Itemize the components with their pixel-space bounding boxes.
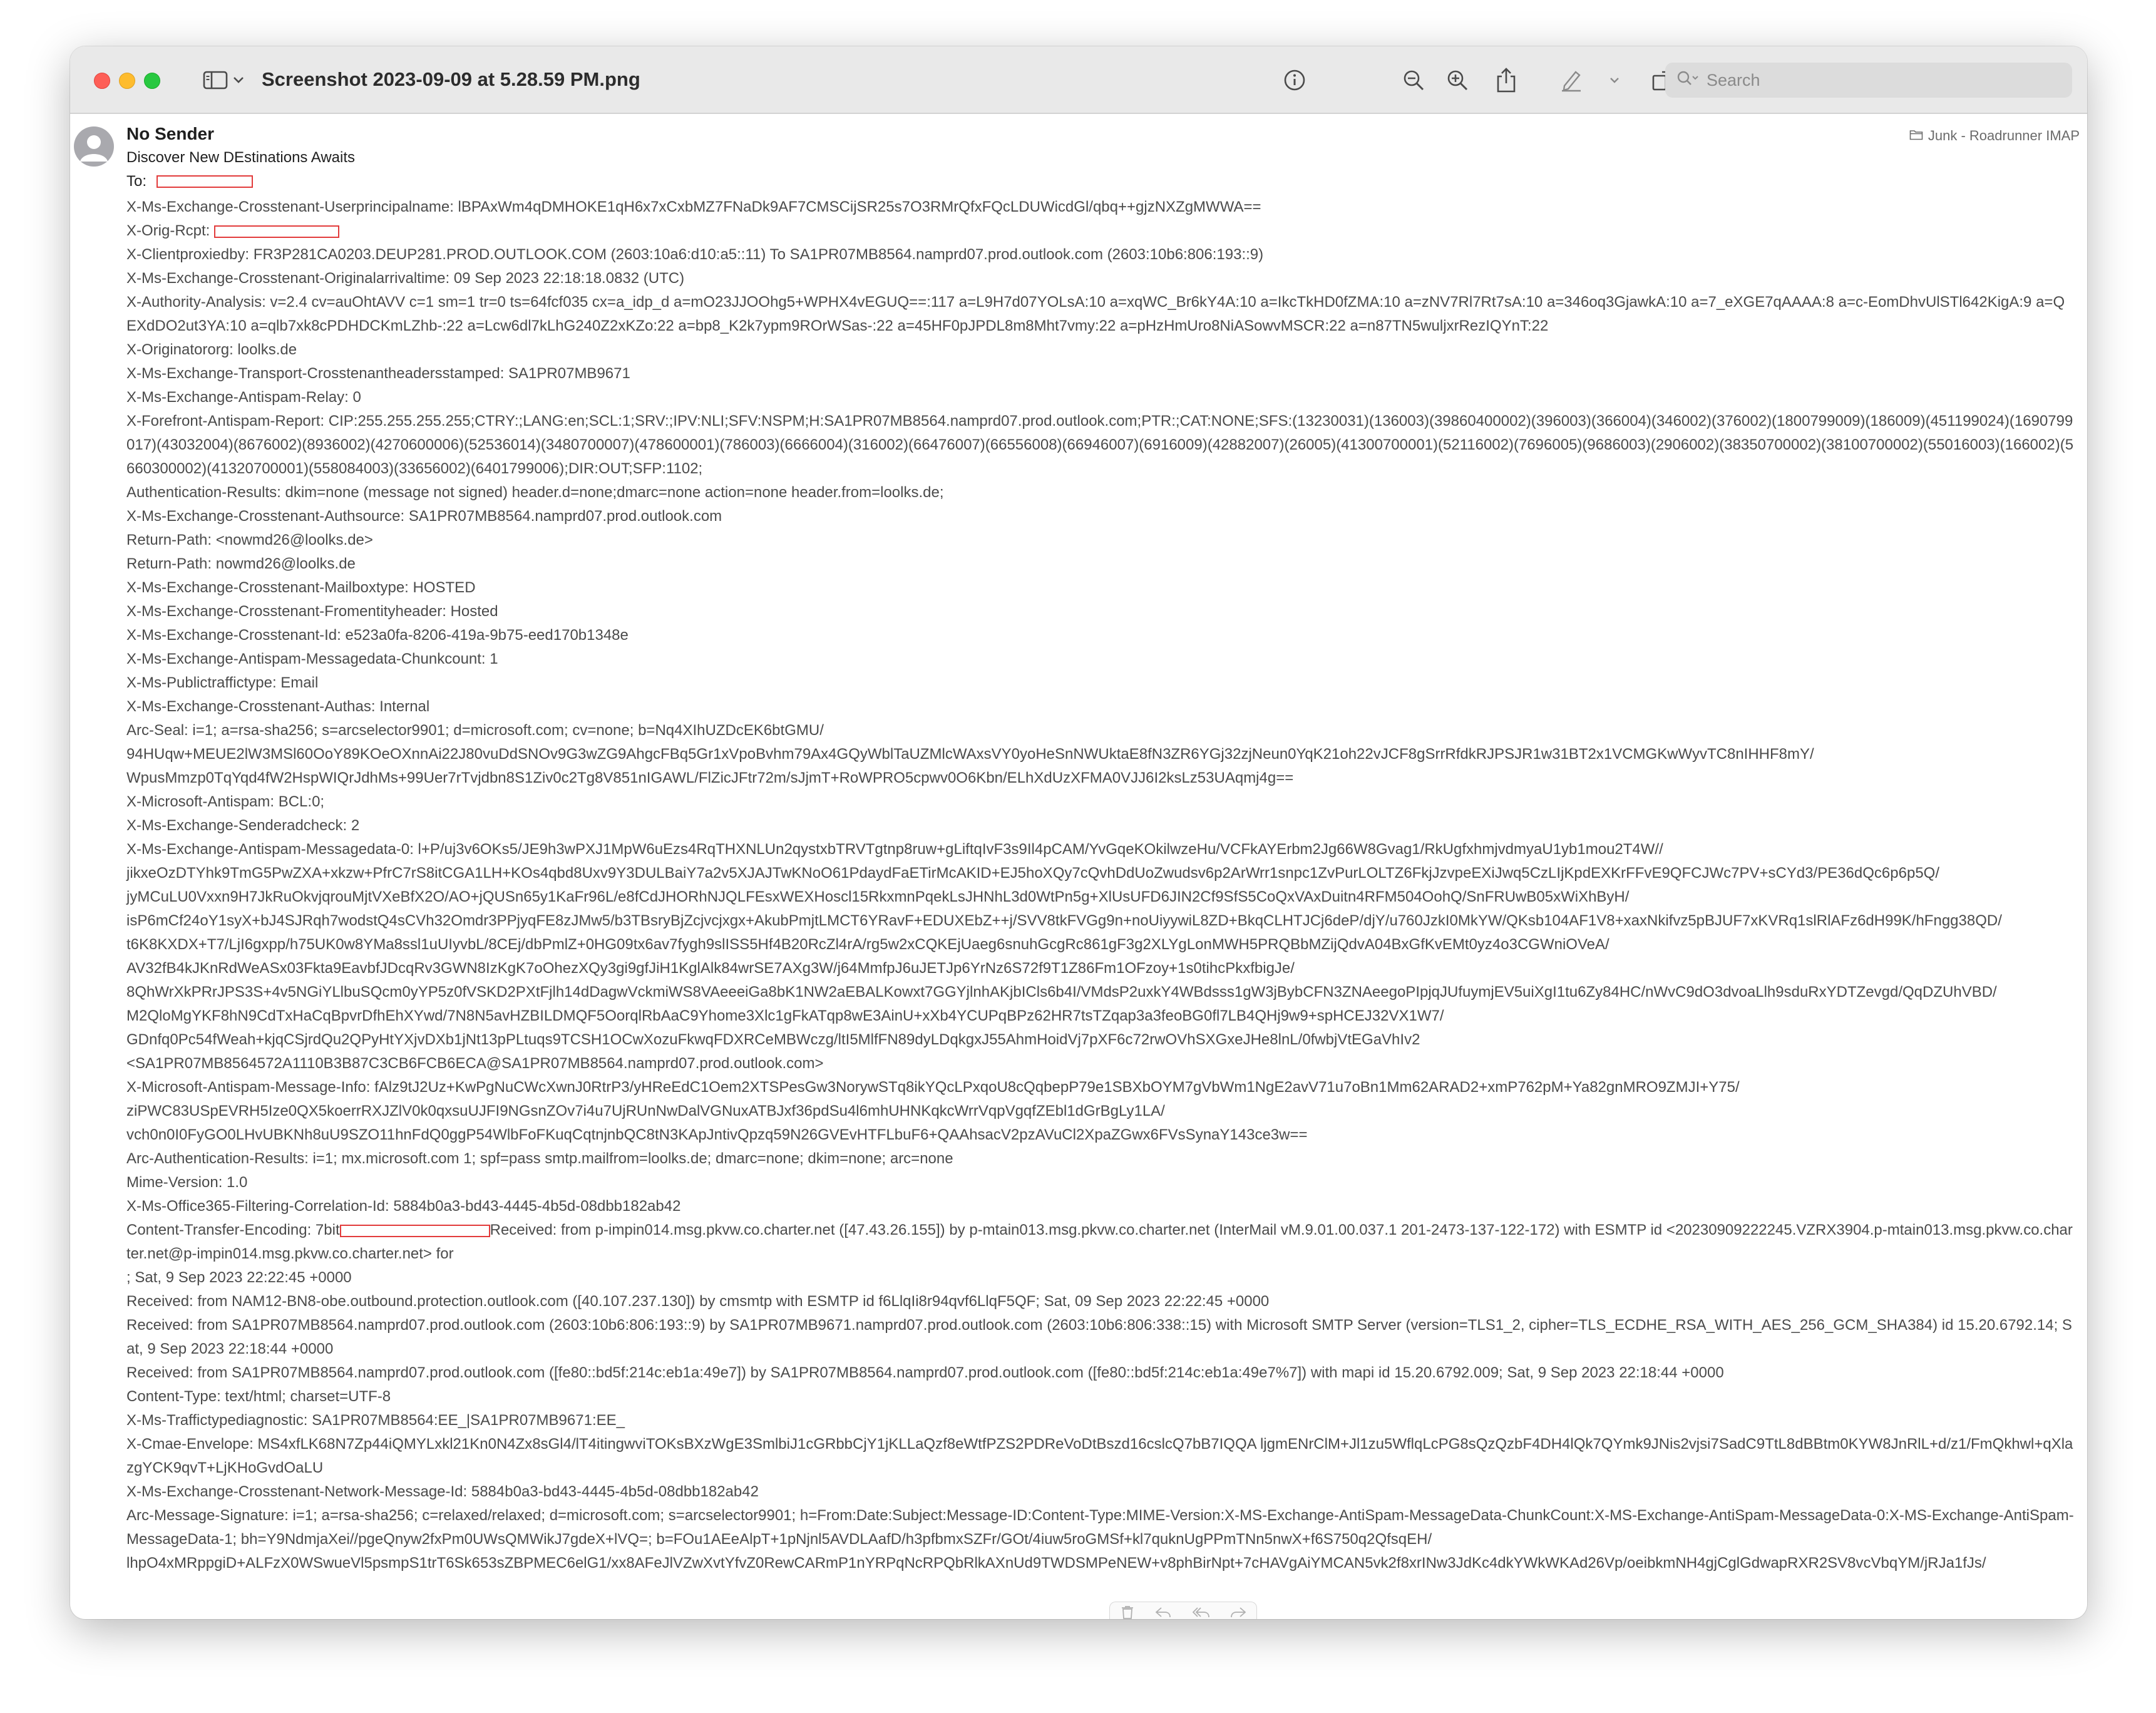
header-line: X-Ms-Exchange-Crosstenant-Network-Message-Id: 5884b0a3-bd43-4445-4b5d-08dbb182ab42 [126, 1483, 759, 1500]
header-line: Content-Type: text/html; charset=UTF-8 [126, 1388, 391, 1405]
header-line: lhpO4xMRppgiD+ALFzX0WSwueVl5psmpS1trT6Sk653sZBPMEC6elG1/xx8AFeJlVZwXvtYfvZ0RewCARmP1nYRPqNcRPQbRlkAXnUd9TWDSMPeNEW+v8phBirNpt+7cHAVgAiYMCAN5vk2f8xrINw3JdKc4dkYWkWKAd26Vp/oeibkmNH4gjCglGdwapRXR2SV8vcVbqYM/jRJa1fJs/ [126, 1555, 1986, 1572]
header-line: X-Ms-Exchange-Crosstenant-Userprincipalname: lBPAxWm4qDMHOKE1qH6x7xCxbMZ7FNaDk9AF7CMSCijSR25s7O3RMrQfxFQcLDUWicdGl/qbq++gjzNXZgMWWA== [126, 198, 1261, 215]
share-button[interactable] [1491, 65, 1521, 95]
chevron-down-icon [1609, 77, 1620, 83]
header-line: Received: from SA1PR07MB8564.namprd07.prod.outlook.com ([fe80::bd5f:214c:eb1a:49e7]) by SA1PR07MB8564.namprd07.prod.outlook.com ([fe80::bd5f:214c:eb1a:49e7%7]) with mapi id 15.20.6792.009; Sat, 9 Sep 2023 22:18:44 +0000 [126, 1364, 1724, 1381]
header-line: ziPWC83USpEVRH5Ize0QX5koerrRXJZlV0k0qxsuUJFI9NGsnZOv7i4u7UjRUnNwDalVGNuxATBJxf36pdSu4l6mhUHNKqkcWrrVqpVgqfZEbl1dGrBgLy1LA/ [126, 1103, 1165, 1119]
message-action-bar [1109, 1602, 1257, 1619]
sidebar-icon [203, 70, 228, 90]
header-line: X-Ms-Exchange-Crosstenant-Originalarrivaltime: 09 Sep 2023 22:18:18.0832 (UTC) [126, 270, 685, 287]
header-line: Arc-Seal: i=1; a=rsa-sha256; s=arcselector9901; d=microsoft.com; cv=none; b=Nq4XIhUZDcEK6btGMU/ [126, 722, 824, 739]
header-line: X-Cmae-Envelope: MS4xfLK68N7Zp44iQMYLxkl21Kn0N4Zx8sGl4/lT4itingwviTOKsBXzWgE3SmlbiJ1cGRbbCjY1jKLLaQzf8eWtfPZS2PDReVoDtBszd16cslcQ7bB7IQQA ljgmENrClM+Jl1zu5WflqLcPG8sQzQzbF4DH4lQk7QYmk9JNis2vjsi7SadC9TtL8dBBtm0KYW8JnRlL+d/z1/FmQkhwl+qXlazgYCK9qvT+LjKHoGvdOaLU [126, 1436, 2073, 1476]
info-button[interactable] [1280, 65, 1310, 95]
header-line: jikxeOzDTYhk9TmG5PwZXA+xkzw+PfrC7rS8itCGA1LH+KOs4qbd8Uxv9Y3DULBaiY7a2v5XJAJTwKNoO61PdaydFaETirMcAKID+EJ5hoXQy7cQvhDdUoZwudsv6p2ArWrr1snpc1ZvPurLOLTZ6FkjJzvpeEXiJwq5CzLIjKpdEXKrFFvE9QFCJWc7PV+sCYd3/PE36dQc6p6p5Q/ [126, 865, 1939, 882]
header-line: Arc-Authentication-Results: i=1; mx.microsoft.com 1; spf=pass smtp.mailfrom=loolks.de; dmarc=none; dkim=none; arc=none [126, 1150, 953, 1167]
reply-icon[interactable] [1154, 1605, 1172, 1620]
header-line: X-Ms-Traffictypediagnostic: SA1PR07MB8564:EE_|SA1PR07MB9671:EE_ [126, 1412, 625, 1429]
header-line: X-Originatororg: loolks.de [126, 341, 297, 358]
info-icon [1283, 68, 1306, 92]
header-line: AV32fB4kJKnRdWeASx03Fkta9EavbfJDcqRv3GWN8IzKgK7oOhezXQy3gi9gfJiH1KglAlk84wrSE7AXg3W/j64MmfpJ6uJETJp6YrNz6S72f9T1Z86Fm1OFzoy+1s0tihcPkxfbigJe/ [126, 960, 1295, 977]
subject-line: Discover New DEstinations Awaits [126, 149, 356, 166]
trash-icon[interactable] [1120, 1605, 1135, 1620]
header-line: X-Ms-Exchange-Antispam-Relay: 0 [126, 389, 361, 406]
redacted-recipient [157, 175, 253, 188]
header-line: X-Clientproxiedby: FR3P281CA0203.DEUP281.PROD.OUTLOOK.COM (2603:10a6:d10:a5::11) To SA1PR07MB8564.namprd07.prod.outlook.com (2603:10b6:806:193::9) [126, 246, 1264, 263]
avatar [74, 126, 114, 167]
pen-icon [1559, 68, 1583, 92]
chevron-down-icon [233, 76, 244, 84]
header-line: X-Ms-Exchange-Transport-Crosstenantheadersstamped: SA1PR07MB9671 [126, 365, 630, 382]
header-line: X-Ms-Exchange-Crosstenant-Fromentityheader: Hosted [126, 603, 498, 620]
zoom-window-button[interactable] [144, 73, 160, 89]
header-line: Return-Path: nowmd26@loolks.de [126, 555, 356, 572]
header-line: X-Forefront-Antispam-Report: CIP:255.255.255.255;CTRY:;LANG:en;SCL:1;SRV:;IPV:NLI;SFV:NSPM;H:SA1PR07MB8564.namprd07.prod.outlook.com;PTR:;CAT:NONE;SFS:(13230031)(136003)(39860400002)(396003)(366004)(346002)(376002)(1800799009)(186009)(451199024)(1690799017)(43032004)(8676002)(8936002)(4270600006)(52536014)(3480700007)(478600001)(786003)(6666004)(316002)(66476007)(66556008)(66946007)(6916009)(42882007)(26005)(41300700001)(52116002)(7696005)(9686003)(2906002)(38350700002)(38100700002)(55016003)(166002)(5660300002)(41320700001)(558084003)(33656002)(6401799006);DIR:OUT;SFP:1102; [126, 413, 2074, 477]
redacted-recipient [340, 1225, 490, 1237]
header-line: Content-Transfer-Encoding: 7bit Received: from p-impin014.msg.pkvw.co.charter.net ([47.43.26.155]) by p-mtain013.msg.pkvw.co.charter.net (InterMail vM.9.01.00.037.1 201-2473-137-122-172) with ESMTP id <20230909222245.VZRX3904.p-mtain013.msg.pkvw.co.charter.net@p-impin014.msg.pkvw.co.charter.net> for [126, 1222, 2073, 1262]
window-title: Screenshot 2023-09-09 at 5.28.59 PM.png [262, 68, 640, 90]
header-line: X-Microsoft-Antispam: BCL:0; [126, 793, 325, 810]
header-line: vch0n0I0FyGO0LHvUBKNh8uU9SZO11hnFdQ0ggP54WlbFoFKuqCqtnjnbQC8tN3KApJntivQpzq59N26GVEvHTFLbuF6+QAAhsacV2pzAVuCl2XpaZGwx6FVsSynaY143ce3w== [126, 1126, 1308, 1143]
sidebar-toggle-button[interactable] [195, 65, 252, 95]
header-line: 8QhWrXkPRrJPS3S+4v5NGiYLlbuSQcm0yYP5z0fVSKD2PXtFjlh14dDagwVckmiWS8VAeeeiGa8bK1NW2aEBALKowxt7GGYjlnhAKjbICls6b4I/VMdsP2uxkY4WBdsss1gW3jBybCFN3ZNAeegoPIpjqJUfuymjEV5uiXgI1tu6Zy84HC/nWvC9dO3dvoaLlh9sduRxYDTZevgd/QqDZUhVBD/ [126, 984, 1997, 1001]
header-line: <SA1PR07MB8564572A1110B3B87C3CB6FCB6ECA@SA1PR07MB8564.namprd07.prod.outlook.com> [126, 1055, 824, 1072]
redacted-recipient [214, 225, 339, 238]
message-content [70, 114, 2087, 1619]
header-line: X-Orig-Rcpt: [126, 219, 2075, 243]
header-line: WpusMmzp0TqYqd4fW2HspWIQrJdhMs+99Uer7rTvjdbn8S1Ziv0c2Tg8V851nIGAWL/FlZicJFtr72m/sJjmT+RoWPRO5cpwv0O6Kbn/ELhXdUzXFMA0VJJ6I2ksLz53UAqmj4g== [126, 769, 1294, 786]
header-line: Received: from NAM12-BN8-obe.outbound.protection.outlook.com ([40.107.237.130]) by cmsmtp with ESMTP id f6LlqIi8r94qvf6LlqF5QF; Sat, 09 Sep 2023 22:22:45 +0000 [126, 1293, 1270, 1310]
header-line: ; Sat, 9 Sep 2023 22:22:45 +0000 [126, 1269, 352, 1286]
zoom-out-button[interactable] [1399, 65, 1429, 95]
message-headers [126, 195, 2075, 1575]
header-line: X-Ms-Publictraffictype: Email [126, 674, 319, 691]
header-line: X-Ms-Exchange-Senderadcheck: 2 [126, 817, 360, 834]
minimize-window-button[interactable] [119, 73, 135, 89]
share-icon [1495, 67, 1517, 93]
search-input[interactable] [1705, 70, 2058, 91]
search-field[interactable] [1665, 63, 2072, 98]
header-line: isP6mCf24oY1syX+bJ4SJRqh7wodstQ4sCVh32Omdr3PPjyqFE8zJMw5/b3TBsryBjZcjvcjxgx+AkubPmjtLMCT6YRavF+EDUXEbZ++j/SVV8tkFVGg9n+noUiyywiL8ZD+BkqCLHTJCj6deP/djY/u760JzkI0MkYW/QKsb104AF1V8+xaxNkifvz5pBJUF7xKVRq1slRlAFz6dH99K/hFngg38QD/ [126, 912, 2002, 929]
header-line: X-Microsoft-Antispam-Message-Info: fAlz9tJ2Uz+KwPgNuCWcXwnJ0RtrP3/yHReEdC1Oem2XTSPesGw3NorywSTq8ikYQcLPxqoU8cQqbepP79e1SBXbOYM7gVbWm1NgE2avV71u7oBn1Mm62ARAD2+xmP762pM+Ya82gnMRO9ZMJI+Y75/ [126, 1079, 1740, 1096]
to-row [126, 173, 253, 190]
header-line: GDnfq0Pc54fWeah+kjqCSjrdQu2QPyHtYXjvDXb1jNt13pPLtuqs9TCSH1OCwXozuFkwqFDXRCeMBWczg/ltI5MlfFN89dyLDqkgxJ55AhmHoidVj7pXF6c72rwOVhSXGxeJHe8lnL/0fwbjVtEGaVhIv2 [126, 1031, 1420, 1048]
header-line: M2QloMgYKF8hN9CdTxHaCqBpvrDfhEhXYwd/7N8N5avHZBILDMQF5OorqlRbAaC9Yhome3Xlc1gFkATqp8wE3AinU+xXb4YCUPqBPz62HR7tsTZqap3a3feoBG0fl7LB4QHj9w9+spHCEJ32VX1W7/ [126, 1007, 1444, 1024]
to-label: To: [126, 173, 147, 190]
header-line: jyMCuLU0Vxxn9H7JkRuOkvjqrouMjtVXeBfX2O/AO+jQUSn65y1KaFr96L/e8fCdJHORhNJQLFEsxWEXHoscl15RkxmnPqekLsJHNhL3d0WtPn5g+XlUsUFD6JIN2Cf9SfS5CoQxVAxDuitn4RFM504OohQ/SnFRUwB05xWiXhByH/ [126, 888, 1630, 905]
close-window-button[interactable] [94, 73, 110, 89]
header-line: X-Ms-Exchange-Crosstenant-Mailboxtype: HOSTED [126, 579, 476, 596]
preview-window [70, 46, 2087, 1619]
header-line: t6K8KXDX+T7/LjI6gxpp/h75UK0w8YMa8ssl1uUIyvbL/8CEj/dbPmlZ+0HG09tx6av7fygh9slISS5Hf4B20RcZl4rA/rg5w2xCQKEjUaeg6snuhGcgRc861gF3g2XLYgLonMWH5PRQBbMZijQdvA04BxGfKvEMt0yz4o3CGWniOVeA/ [126, 936, 1609, 953]
zoom-in-button[interactable] [1442, 65, 1472, 95]
zoom-out-icon [1402, 68, 1425, 92]
header-line: X-Ms-Office365-Filtering-Correlation-Id: 5884b0a3-bd43-4445-4b5d-08dbb182ab42 [126, 1198, 681, 1215]
header-line: X-Authority-Analysis: v=2.4 cv=auOhtAVV c=1 sm=1 tr=0 ts=64fcf035 cx=a_idp_d a=mO23JJOOhg5+WPHX4vEGUQ==:117 a=L9H7d07YOLsA:10 a=xqWC_Br6kY4A:10 a=IkcTkHD0fZMA:10 a=zNV7Rl7Rt7sA:10 a=346oq3GjawkA:10 a=7_eXGE7qAAAA:8 a=c-EomDhvUlSTl642KigA:9 a=QEXdDO2ut3YA:10 a=qlb7xk8cPDHDCKmLZhb-:22 a=Lcw6dl7kLhG240Z2xKZo:22 a=bp8_K2k7ypm9ROrWSas-:22 a=45HF0pJPDL8m8Mht7vmy:22 a=pHzHmUro8NiASowvMSCR:22 a=n87TN5wuljxrRezIQYnT:22 [126, 294, 2065, 334]
reply-all-icon[interactable] [1191, 1605, 1210, 1620]
forward-icon[interactable] [1229, 1605, 1247, 1620]
markup-pen-button[interactable] [1556, 65, 1586, 95]
header-line: X-Ms-Exchange-Crosstenant-Authsource: SA1PR07MB8564.namprd07.prod.outlook.com [126, 508, 722, 525]
header-line: Authentication-Results: dkim=none (message not signed) header.d=none;dmarc=none action=none header.from=loolks.de; [126, 484, 944, 501]
folder-icon [1909, 128, 1928, 144]
markup-options-button[interactable] [1605, 65, 1624, 95]
header-line: X-Ms-Exchange-Antispam-Messagedata-0: l+P/uj3v6OKs5/JE9h3wPXJ1MpW6uEzs4RqTHXNLUn2qystxbTRVTgtnp8ruw+gLiftqIvF3s9Il4pCAM/YvGqeKOkilwzeHu/VCFkAYErbm2Jg66W8Gvag1/RkUgfxhmjvdmyaU1yb1mou2T4W// [126, 841, 1663, 858]
mailbox-name: Junk - Roadrunner IMAP [1928, 128, 2080, 143]
header-line: Mime-Version: 1.0 [126, 1174, 248, 1191]
header-line: Arc-Message-Signature: i=1; a=rsa-sha256; c=relaxed/relaxed; d=microsoft.com; s=arcselector9901; h=From:Date:Subject:Message-ID:Content-Type:MIME-Version:X-MS-Exchange-AntiSpam-MessageData-ChunkCount:X-MS-Exchange-AntiSpam-MessageData-0:X-MS-Exchange-AntiSpam-MessageData-1; bh=Y9NdmjaXei//pgeQnyw2fxPm0UWsQMWikJ7gdeX+lVQ=; b=FOu1AEeAlpT+1pNjnl5AVDLAafD/h3pfbmxSZFr/GOt/4iuw5roGMSf+kl7quknUgPPmTNn5nwX+f6S750q2QfsqEH/ [126, 1507, 2074, 1548]
header-line: Return-Path: <nowmd26@loolks.de> [126, 532, 373, 548]
header-line: Received: from SA1PR07MB8564.namprd07.prod.outlook.com (2603:10b6:806:193::9) by SA1PR07MB9671.namprd07.prod.outlook.com (2603:10b6:806:338::15) with Microsoft SMTP Server (version=TLS1_2, cipher=TLS_ECDHE_RSA_WITH_AES_256_GCM_SHA384) id 15.20.6792.14; Sat, 9 Sep 2023 22:18:44 +0000 [126, 1317, 2072, 1357]
zoom-in-icon [1445, 68, 1469, 92]
search-icon [1676, 70, 1699, 91]
header-line: X-Ms-Exchange-Crosstenant-Authas: Internal [126, 698, 430, 715]
header-line: X-Ms-Exchange-Crosstenant-Id: e523a0fa-8206-419a-9b75-eed170b1348e [126, 627, 629, 644]
header-line: X-Ms-Exchange-Antispam-Messagedata-Chunkcount: 1 [126, 651, 498, 667]
sender-name: No Sender [126, 124, 215, 143]
header-line: 94HUqw+MEUE2lW3MSl60OoY89KOeOXnnAi22J80vuDdSNOv9G3wZG9AhgcFBq5Gr1xVpoBvhm79Ax4GQyWblTaUZMlcWAxsVY0yoHeSnNWUktaE8fN3ZR6YGj32zjNeun0YqK21oh22vJCF8gSrrRfdkRJPSJR1w31BT2x1VCMGKwWyvTC8nIHHF8mY/ [126, 746, 1814, 763]
mailbox-label [1909, 128, 2080, 144]
